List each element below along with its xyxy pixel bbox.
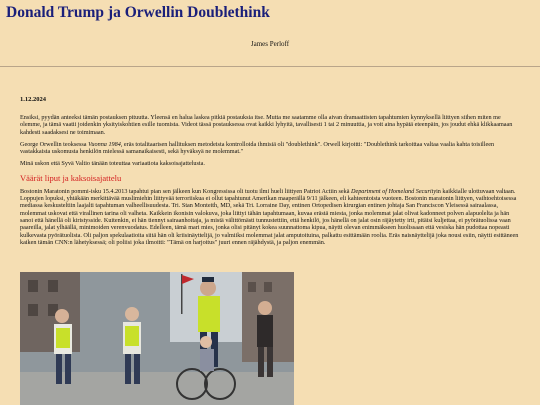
author-byline: James Perloff	[250, 40, 290, 48]
agency-name: Department of Homeland Security	[351, 187, 437, 195]
book-title: Vuonna 1984	[88, 140, 121, 148]
orwell-paragraph	[20, 141, 520, 156]
boston-paragraph	[20, 188, 520, 246]
photo-illustration	[20, 272, 294, 405]
orwell-text-start: George Orwellin teoksessa	[20, 140, 89, 148]
article-body	[20, 96, 520, 251]
boston-text-start: Bostonin Maratonin pommi-isku 15.4.2013 tapahtui pian sen jälkeen kun Kongressissa oli tuotu ilmi hueli liittyen Patriot Actiin sekä	[20, 187, 351, 195]
boston-text-end: in kaikkialle ulottuvaan valtaan. Loppujen lopuksi, yhtäkään merkittävää muslimiehin liittyvää terroriiskua ei ollut tapahtunut Amerikan maaperällä 9/11 jälkeen, eli kahteentoista vuoteen. Bostonin maratonin liittyen, vaihtoehtoisessa mediassa keskusteltiin laajalti tapahtuman valheellisuudesta. Tri. Stan Monteith, MD, sekä Tri. Lorraine Day, entinen Ortopedisen kirurgian entinen johtaja San Franciscon Yleisessä sairaalassa, molemmat uskovat että virallinen tarina oli valheta. Kaikkein ikonisin valokuva, joka liittyi tähän tapahtumaan, kuvaa erästä miesta, jonka molemmat jalat olivat kadonneet polven alapuolelta ja hän sanoi että hänellä oli kiristysside. Kuitenkin, ei hän tiennyt sairaanhoitaja, ja mistä välittömästi tunnustettiin, että henkilö, jos hänellä on jalat osin räjäytetty irti, pitäisi kuljettaa, ei pyörätuolissa vaan paareilla, jalat ylhäällä, minimoiden verenvuodatus. Edelleen, tämä mari mies, jonka olisi pitänyt kokea suunnattoma kipua, näytti olevan enimmäkseen huolissaan että vesiska hän pudottaa nopeasti kulkevasta pyörätuolista. Oli paljon spekulaatioita siitä hän oli kriisinäyttelijä, jo valmiiksi molemmat jalat amputoituina, palkattu esittämään roolia. Eräs naisnäyttelijä joka nousi esiin, näytti esittäneen kaiken tämän CNN:n lähetyksessä; oli poliisi joka ilmoitti: "Tämä on harjoitus" juuri ennen räjähdystä, ja paljon enemmän.	[20, 187, 519, 246]
header-divider	[0, 66, 540, 67]
section-heading: Väärät liput ja kaksoisajattelu	[20, 172, 122, 183]
post-date: 1.12.2024	[20, 96, 46, 103]
deep-state-paragraph: Minä uskon että Syvä Valtio tänään toteuttaa variaatiota kaksoisajattelusta.	[20, 160, 205, 168]
intro-paragraph: Ensiksi, pyydän anteeksi tämän postauksen pituutta. Yleensä en halua laskea pitkiä postauksia itse. Mutta me saatamme olla aivan dramaattisten tapahtumien kynnyksellä liittyen siihen miten me olemme, ja tämä vaatii joidenkin yksityiskohtien esille tuomista. Videot tässä postauksessa ovat kaikki lyhyitä, tavallisesti 1 tai 2 minuuttia, ja voit aina hypätä eteenpäin, jos joudut ehkä klikkaamaan kahdesti saadaksesi ne toimimaan.	[20, 114, 513, 136]
orwell-text-end: , eräs totalitaarisen hallituksen metodeista kontrolloida ihmisiä oli "doublethink". Orwell kirjoitti: "Doublethink tarkoittaa valtaa vaalia kahta toisilleen vastakkaista uskomusta henkilön mielessä samanaikaisesti, sekä hyväksyä ne molemmat."	[20, 140, 495, 156]
boston-marathon-photo	[20, 272, 294, 405]
page-title: Donald Trump ja Orwellin Doublethink	[6, 4, 270, 21]
